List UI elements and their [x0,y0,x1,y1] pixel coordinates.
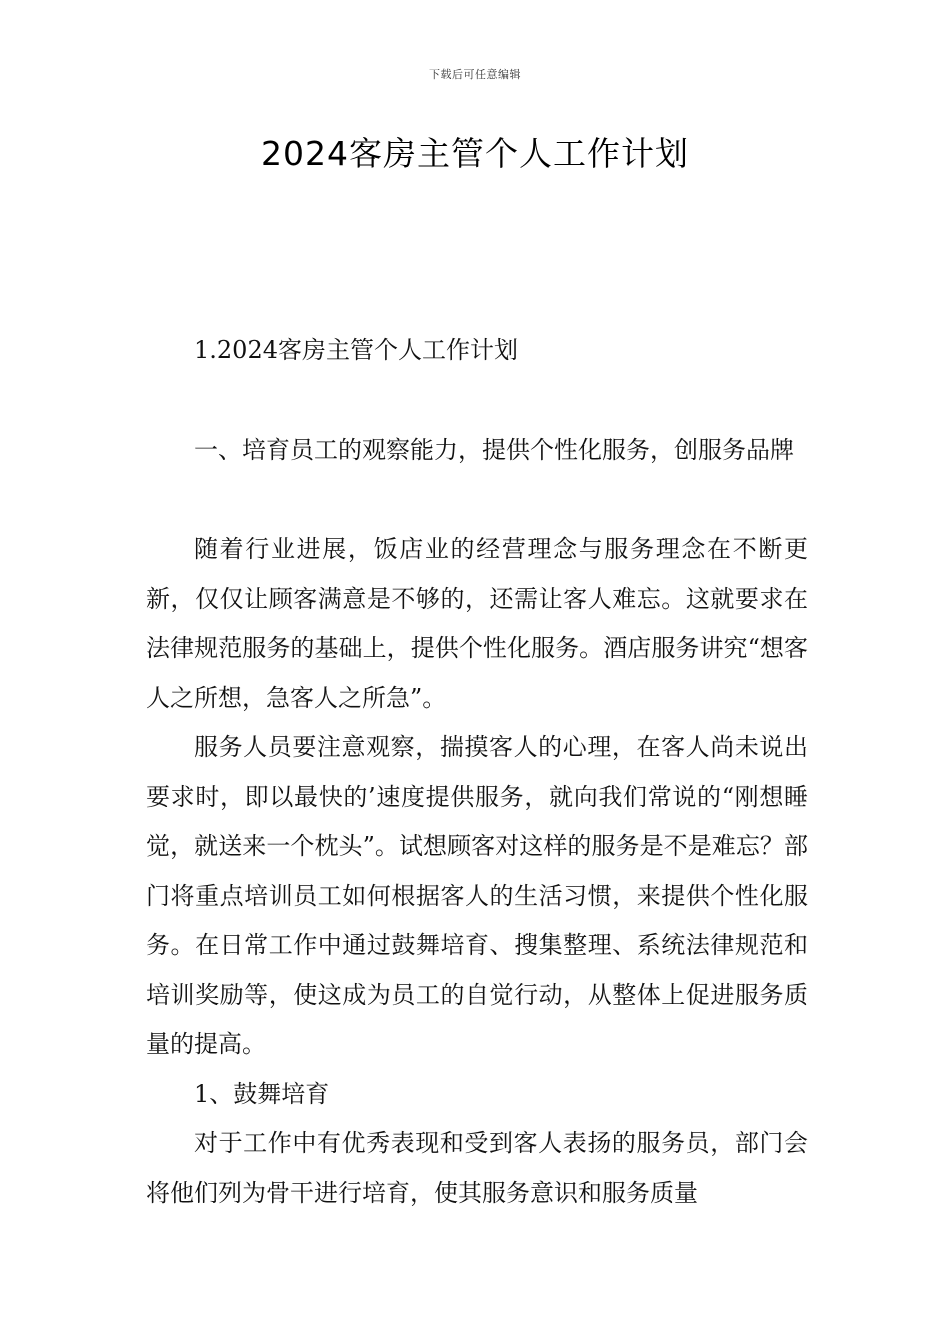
section-item-label: 1.2024客房主管个人工作计划 [194,336,518,364]
heading-one-block [146,426,808,476]
document-title: 2024客房主管个人工作计划 [261,134,689,173]
body-text [146,525,808,1218]
subheading: 1、鼓舞培育 [194,1079,330,1108]
paragraph: 服务人员要注意观察，揣摸客人的心理，在客人尚未说出要求时，即以最快的’速度提供服务，就向我们常说的“刚想睡觉，就送来一个枕头”。试想顾客对这样的服务是不是难忘？部门将重点培训员工如何根据客人的生活习惯，来提供个性化服务。在日常工作中通过鼓舞培育、搜集整理、系统法律规范和培训奖励等，使这成为员工的自觉行动，从整体上促进服务质量的提高。 [146,733,808,1058]
paragraph: 对于工作中有优秀表现和受到客人表扬的服务员，部门会将他们列为骨干进行培育，使其服务意识和服务质量 [146,1129,808,1207]
paragraph: 随着行业进展，饭店业的经营理念与服务理念在不断更新，仅仅让顾客满意是不够的，还需让客人难忘。这就要求在法律规范服务的基础上，提供个性化服务。酒店服务讲究“想客人之所想，急客人之所急”。 [146,535,808,712]
header-note: 下载后可任意编辑 [429,68,521,81]
section-heading: 一、培育员工的观察能力，提供个性化服务，创服务品牌 [194,436,794,464]
